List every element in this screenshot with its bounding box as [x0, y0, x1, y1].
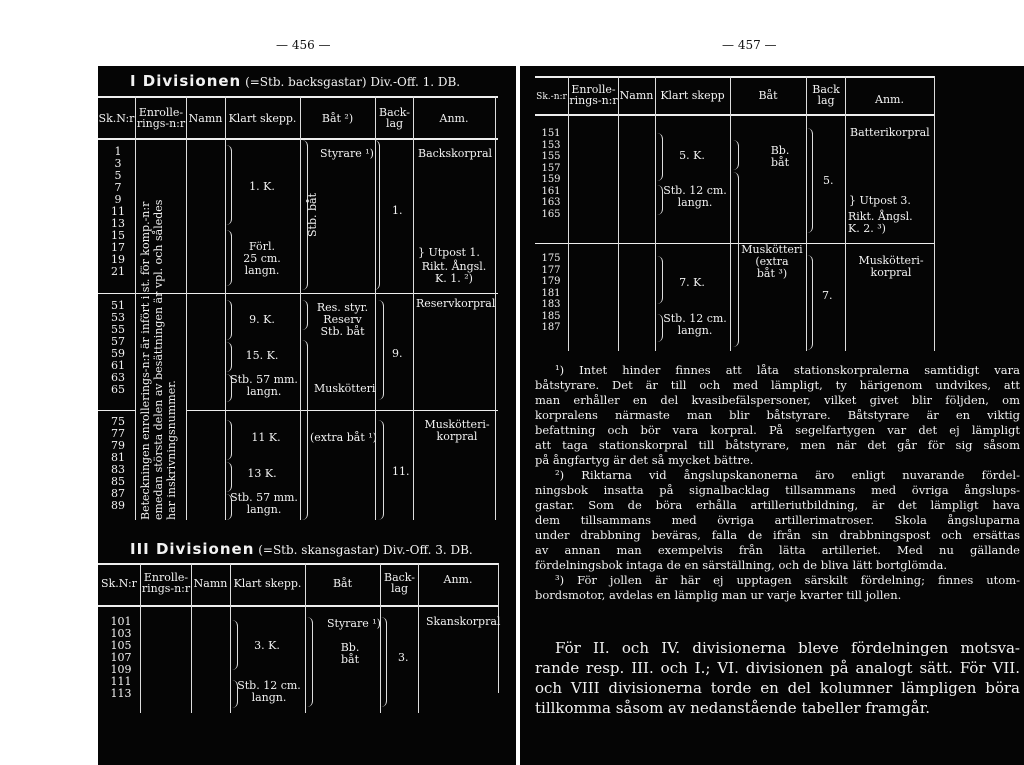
bat-extra-bat: (extra båt ¹) [310, 431, 377, 444]
header-bat: Båt [332, 577, 353, 590]
sk-numbers-group-1: 1 3 5 7 9 11 13 15 17 19 21 [111, 145, 125, 278]
body-paragraph [535, 638, 1020, 718]
bat-stb-bat: Stb. båt [306, 192, 319, 237]
klart-9k: 9. K. [249, 313, 275, 326]
page-number-456: — 456 — [276, 38, 331, 52]
anm-backskorpral: Backskorpral [418, 147, 493, 160]
klart-13k: 13 K. [247, 467, 277, 480]
sk-numbers: 101 103 105 107 109 111 113 [110, 615, 132, 700]
footnotes [535, 363, 1020, 603]
anm-reservkorpral: Reservkorpral [416, 297, 496, 310]
sk-numbers-group-2: 175 177 179 181 183 185 187 [541, 253, 561, 333]
header-enrollerings-nr: Enrolle-rings-n:r [569, 83, 618, 107]
header-namn: Namn [188, 112, 223, 125]
klart-5k: 5. K. [679, 149, 705, 162]
footnote-line: ²) Riktarna vid ångslupskanonerna äro enligt nuvarande fördel- [555, 468, 1020, 482]
sk-numbers-group-3: 75 77 79 81 83 85 87 89 [111, 415, 125, 512]
backlag-5: 5. [823, 174, 834, 187]
backlag-7: 7. [822, 289, 833, 302]
sk-numbers-group-1: 151 153 155 157 159 161 163 165 [541, 128, 561, 220]
footnote-line: på ångfartyg är det så mycket bättre. [535, 453, 754, 467]
anm-batterikorpral: Batterikorpral [850, 126, 930, 139]
footnote-line: man erhåller en del kvasibefälspersoner, vilket givet blir följden, om [535, 393, 1020, 407]
header-anm: Anm. [439, 112, 469, 125]
header-backlag: Back lag [812, 83, 840, 107]
anm-rikt-angsl: Rikt. Ångsl. K. 2. ³) [848, 210, 913, 235]
footnote-line: gastar. Som de böra erhålla artilleriutbildning, är det lämpligt hava [535, 498, 1020, 512]
backlag-9: 9. [392, 347, 403, 360]
header-namn: Namn [619, 89, 654, 102]
bat-muskotteri-extra: Muskötteri (extra båt ³) [741, 243, 803, 280]
header-klart-skepp: Klart skepp [660, 89, 725, 102]
paragraph-line: och VIII divisionerna torde en del kolumner lämpligen böra [535, 679, 1020, 697]
klart-3k: 3. K. [254, 639, 280, 652]
anm-skanskorpral: Skanskorpral [426, 615, 501, 628]
footnote-line: korpralens närmaste man blir båtstyrare. Båtstyrare är en viktig [535, 408, 1020, 422]
footnote-line: under drabbning beväras, falla de ifrån sin drabbningspost och ersättas [535, 528, 1020, 542]
footnote-line: att taga stationskorpral till båtstyrare, men när det går för sig såsom [535, 438, 1020, 452]
page-number-457: — 457 — [722, 38, 777, 52]
table1-title: I Divisionen (=Stb. backsgastar) Div.-Off. 1. DB. [130, 72, 461, 90]
bat-bb-bat: Bb. båt [770, 144, 790, 169]
bat-styrare: Styrare ¹) [327, 617, 381, 630]
header-bat: Båt [758, 89, 778, 102]
klart-11k: 11 K. [251, 431, 281, 444]
header-namn: Namn [193, 577, 228, 590]
footnote-line: ¹) Intet hinder finnes att låta stationskorpralerna samtidigt vara [555, 363, 1020, 377]
footnote-line: dem tillsammans med övriga artillerimatroser. Skola ångsluparna [535, 513, 1020, 527]
header-enrollerings-nr: Enrolle-rings-n:r [136, 106, 186, 130]
header-sk-nr: Sk.-n:r [536, 92, 567, 102]
klart-7k: 7. K. [679, 276, 705, 289]
table3-title: III Divisionen (=Stb. skansgastar) Div.-Off. 3. DB. [130, 540, 473, 558]
footnote-line: bordsmotor, avdelas en lämplig man ur varje kvarter till jollen. [535, 588, 902, 602]
footnote-line: befattning och bör vara korpral. På segelfartygen var det ej lämpligt [535, 423, 1020, 437]
anm-utpost-1: } Utpost 1. [418, 246, 480, 259]
bat-reserv: Res. styr. Reserv Stb. båt [316, 301, 369, 338]
header-backlag: Back-lag [379, 106, 410, 130]
klart-15k: 15. K. [245, 349, 279, 362]
backlag-11: 11. [392, 465, 410, 478]
klart-stb-57mm: Stb. 57 mm. langn. [230, 373, 298, 398]
klart-stb-12cm: Stb. 12 cm. langn. [663, 184, 727, 209]
bat-styrare: Styrare ¹) [320, 147, 374, 160]
header-enrollerings-nr: Enrolle-rings-n:r [141, 571, 191, 595]
klart-1k: 1. K. [249, 180, 275, 193]
klart-forl-25cm: Förl. 25 cm. langn. [243, 240, 281, 277]
header-sk-nr: Sk.N:r [98, 112, 135, 125]
header-backlag: Back-lag [384, 571, 415, 595]
footnote-line: fördelningsbok intaga de en särställning, och de bliva lätt bortglömda. [535, 558, 948, 572]
klart-stb-57mm-2: Stb. 57 mm. langn. [230, 491, 298, 516]
footnote-line: båtstyrare. Det är till och med lämpligt, ty härigenom undvikes, att [535, 378, 1020, 392]
klart-stb-12cm: Stb. 12 cm. langn. [237, 679, 301, 704]
anm-muskotterikorpral: Muskötteri- korpral [858, 254, 924, 279]
enrollering-note: Beteckningen enrollerings-n:r är infört i st. för komp.-n:r emedan största delen av besättningen är vpl. och således har inskrivningsnummer. [139, 199, 178, 520]
anm-muskotterikorpral: Muskötteri- korpral [424, 418, 490, 443]
header-anm: Anm. [443, 573, 473, 586]
header-anm: Anm. [875, 93, 904, 106]
anm-utpost-3: } Utpost 3. [849, 194, 911, 207]
paragraph-line: rande resp. III. och I.; VI. divisionen på analogt sätt. För VII. [535, 659, 1020, 677]
header-sk-nr: Sk.N:r [101, 577, 137, 590]
klart-stb-12cm-2: Stb. 12 cm. langn. [663, 312, 727, 337]
bat-muskotteri: Muskötteri [314, 382, 376, 395]
backlag-3: 3. [398, 651, 409, 664]
header-bat: Båt ²) [321, 112, 354, 125]
backlag-1: 1. [392, 204, 403, 217]
anm-rikt-angsl: Rikt. Ångsl. K. 1. ²) [421, 260, 487, 285]
footnote-line: ³) För jollen är här ej upptagen särskilt fördelning; finnes utom- [555, 573, 1020, 587]
footnote-line: av annan man exempelvis från lätta artilleriet. Med nu gällande [535, 543, 1020, 557]
header-klart-skepp: Klart skepp. [233, 577, 302, 590]
paragraph-line: För II. och IV. divisionerna bleve fördelningen motsva- [555, 639, 1020, 657]
header-klart-skepp: Klart skepp. [228, 112, 297, 125]
footnote-line: ningsbok insatta på signalbacklag tillsammans med övriga ångslups- [535, 483, 1020, 497]
paragraph-line: tillkomma såsom av nedanstående tabeller framgår. [535, 699, 931, 717]
bat-bb-bat: Bb. båt [340, 641, 360, 666]
sk-numbers-group-2: 51 53 55 57 59 61 63 65 [111, 299, 125, 396]
